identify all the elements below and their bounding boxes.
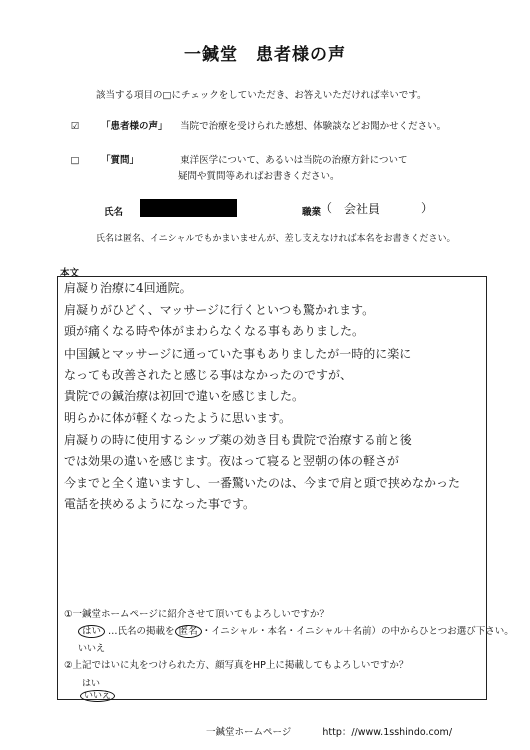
handwritten-line: 中国鍼とマッサージに通っていた事もありましたが一時的に楽に	[64, 347, 412, 361]
anon-note: 氏名は匿名、イニシャルでもかまいませんが、差し支えなければ本名をお書きください。	[96, 234, 456, 244]
option-question[interactable]	[70, 152, 408, 166]
option-desc-cont: 疑問や質問等あればお書きください。	[178, 171, 340, 182]
q1-mid-text: …氏名の掲載を	[108, 626, 175, 637]
option-label: 「患者様の声」	[101, 121, 168, 132]
handwritten-line: では効果の違いを感じます。夜はって寝ると翌朝の体の軽さが	[64, 454, 400, 468]
job-value: 会社員	[344, 202, 381, 216]
q1-no[interactable]: いいえ	[78, 644, 106, 654]
handwritten-line: 貴院での鍼治療は初回で違いを感じました。	[64, 389, 305, 403]
q1-anon-circled[interactable]: 匿名	[175, 625, 202, 638]
option-label: 「質問」	[101, 155, 140, 166]
q1-rest-text: ・イニシャル・本名・イニシャル＋名前）の中からひとつお選び下さい。	[201, 626, 514, 637]
q2-no-wrap	[80, 688, 115, 701]
handwritten-line: 肩凝りの時に使用するシップ薬の効き目も貴院で治療する前と後	[64, 433, 412, 447]
unchecked-box-icon[interactable]: □	[70, 155, 80, 166]
job-open-paren: （	[320, 201, 333, 215]
q1-yes-circled[interactable]: はい	[78, 625, 105, 638]
question-photo: ②上記ではいに丸をつけられた方、顔写真をHP上に掲載してもよろしいですか？	[64, 660, 409, 671]
option-desc: 当院で治療を受けられた感想、体験談などお聞かせください。	[180, 121, 447, 132]
footer	[206, 724, 452, 738]
handwritten-line: なっても改善されたと感じる事はなかったのですが、	[64, 368, 353, 382]
q1-options	[78, 623, 514, 637]
handwritten-line: 頭が痛くなる時や体がまわらなくなる事もありました。	[64, 324, 365, 338]
handwritten-line: 今までと全く違いますし、一番驚いたのは、今まで肩と頭で挟めなかった	[64, 476, 461, 490]
body-label: 本文	[60, 268, 80, 279]
handwritten-line: 肩凝りがひどく、マッサージに行くといつも驚かれます。	[64, 303, 375, 317]
job-label: 職業	[302, 207, 322, 218]
option-desc: 東洋医学について、あるいは当院の治療方針について	[180, 155, 408, 166]
handwritten-line: 電話を挟めるようになった事です。	[64, 497, 256, 511]
footer-label: 一鍼堂ホームページ	[206, 727, 292, 738]
handwritten-line: 肩凝り治療に4回通院。	[64, 281, 192, 295]
checked-box-icon[interactable]: ☑	[70, 121, 80, 132]
handwritten-line: 明らかに体が軽くなったように思います。	[64, 411, 292, 425]
q2-yes[interactable]: はい	[82, 679, 101, 689]
question-homepage: ①一鍼堂ホームページに紹介させて頂いてもよろしいですか？	[64, 609, 329, 620]
page-title: 一鍼堂 患者様の声	[184, 45, 346, 65]
q2-no-circled[interactable]: いいえ	[80, 690, 115, 702]
option-patient-voice[interactable]	[70, 118, 446, 132]
name-label: 氏名	[104, 207, 124, 218]
job-close-paren: ）	[421, 201, 434, 215]
name-redaction	[140, 199, 237, 217]
intro-text: 該当する項目の□にチェックをしていただき、お答えいただければ幸いです。	[96, 90, 427, 101]
footer-url[interactable]: http：//www.1sshindo.com/	[322, 727, 453, 738]
